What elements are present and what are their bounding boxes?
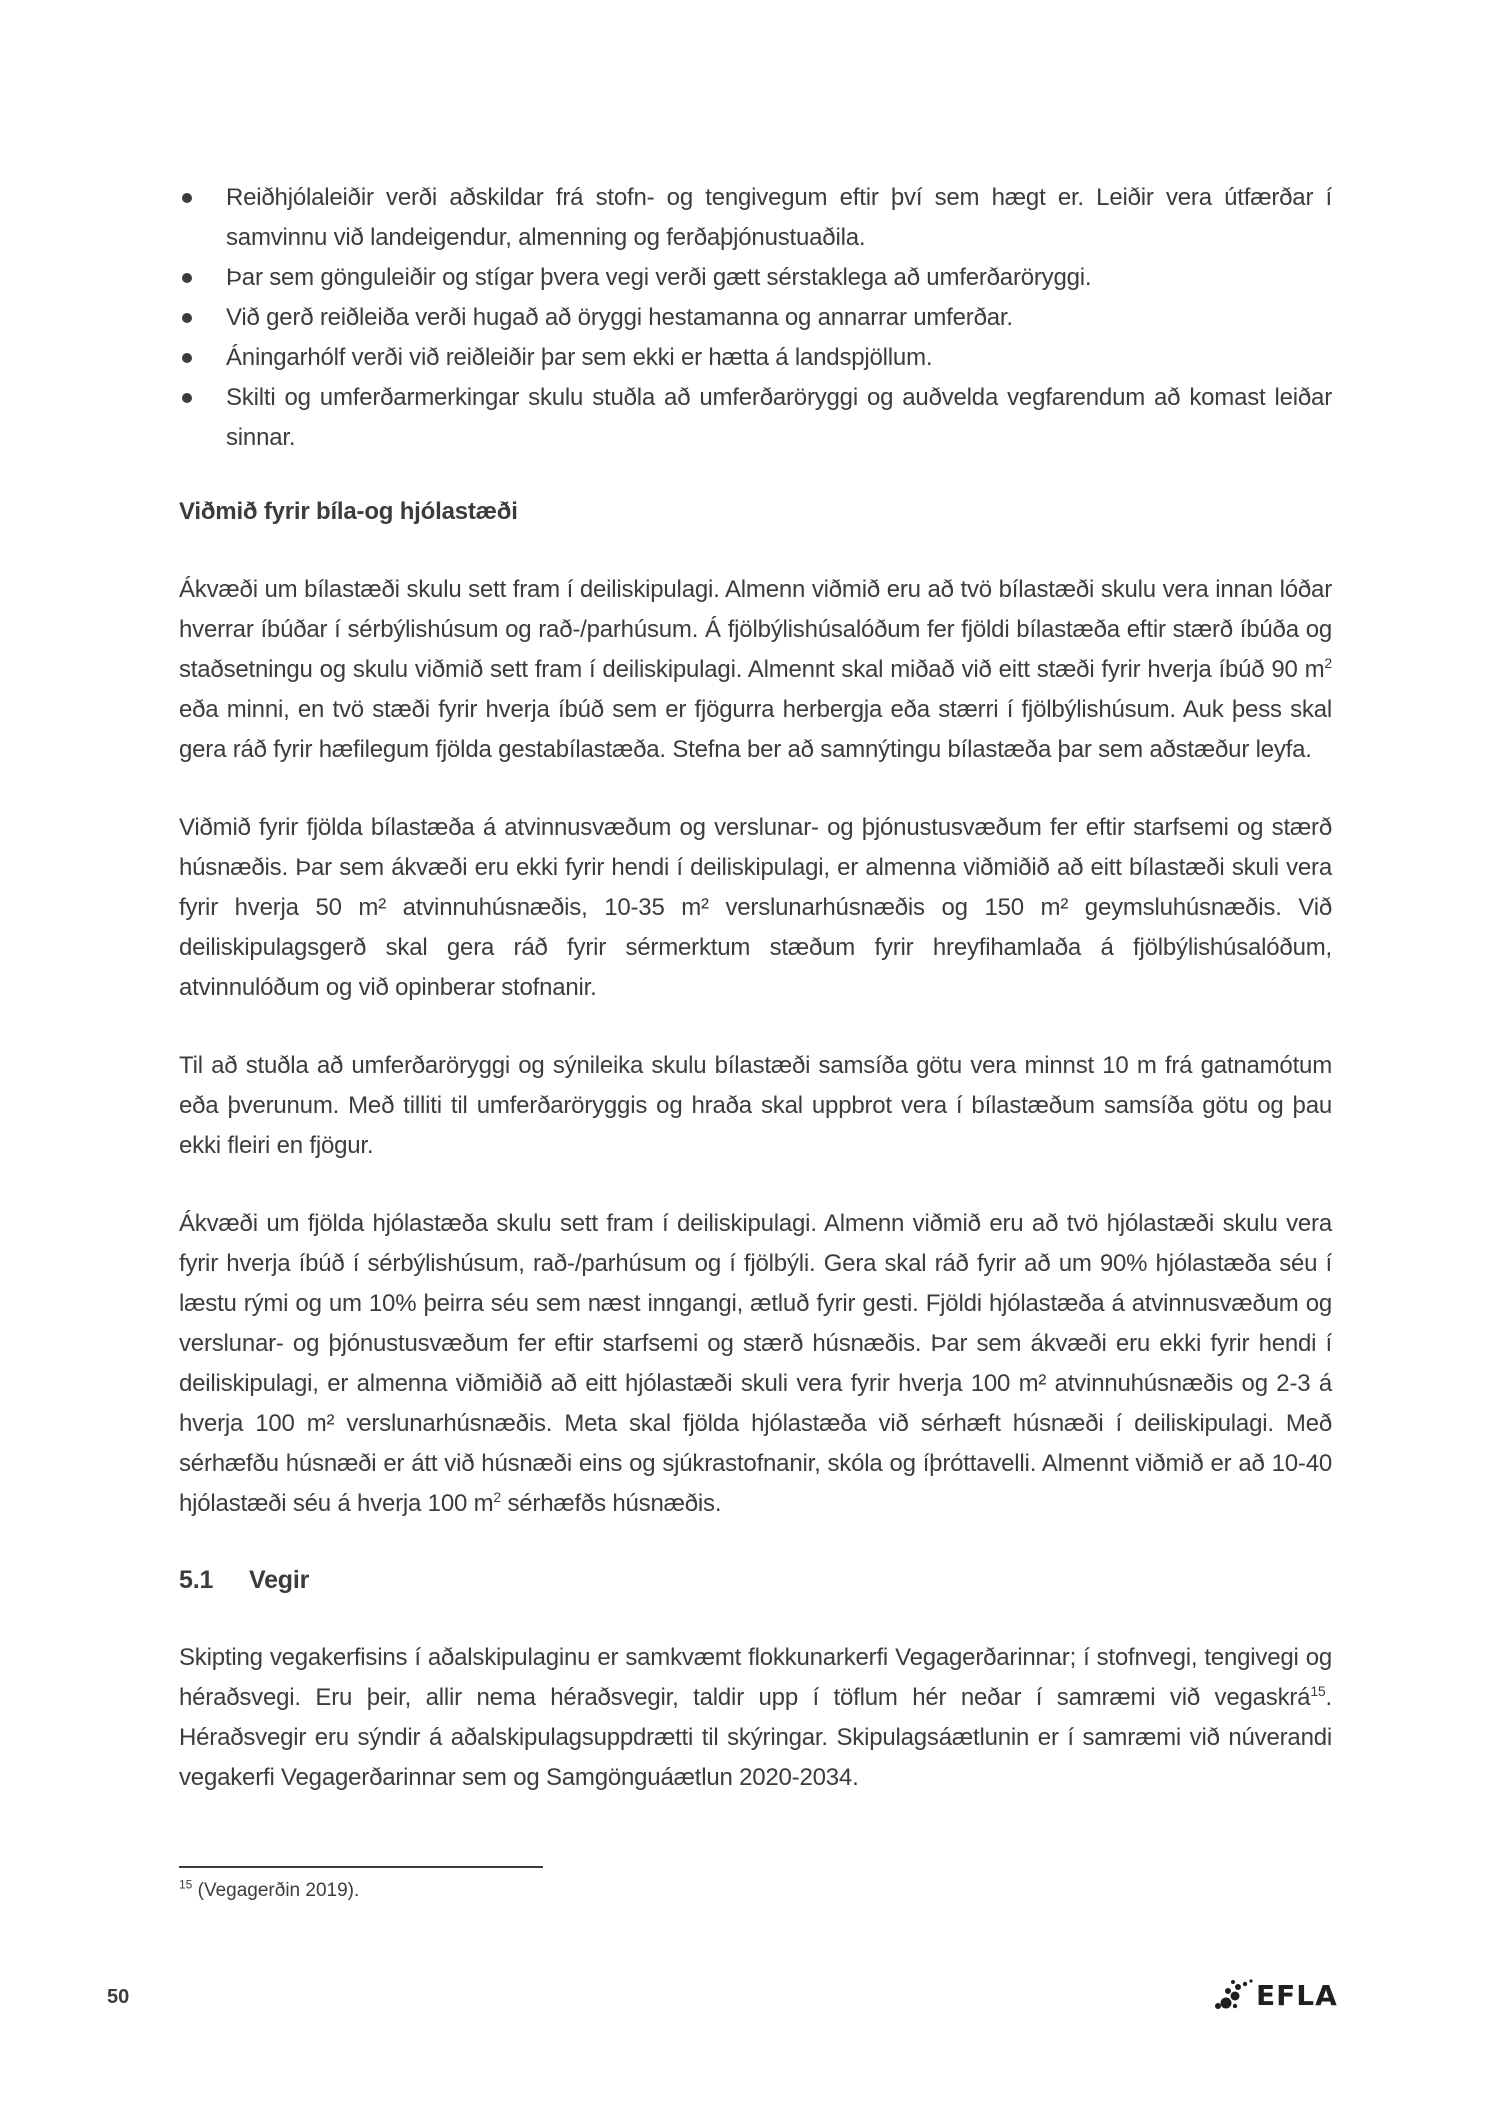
paragraph-text: Ákvæði um fjölda hjólastæða skulu sett fram í deiliskipulagi. Almenn viðmið eru að tvö hjólastæði skulu vera fyrir hverja íbúð í sérbýlishúsum, rað-/parhúsum og í fjölbýli. Gera skal ráð fyrir að um 90% hjólastæða séu í læstu rými og um 10% þeirra séu sem næst inngangi, ætluð fyrir gesti. Fjöldi hjólastæða á atvinnusvæðum og verslunar- og þjónustusvæðum fer eftir starfsemi og stærð húsnæðis. Þar sem ákvæði eru ekki fyrir hendi í deiliskipulagi, er almenna viðmiðið að eitt hjólastæði skuli vera fyrir hverja 100 m² atvinnuhúsnæðis og 2-3 á hverja 100 m² verslunarhúsnæðis. Meta skal fjölda hjólastæða við sérhæft húsnæði í deiliskipulagi. Með sérhæfðu húsnæði er átt við húsnæði eins og sjúkrastofnanir, skóla og íþróttavelli. Almennt viðmið er að 10-40 hjólastæði séu á hverja 100 m [179, 1210, 1332, 1517]
section-title: Vegir [249, 1566, 310, 1594]
bullet-list [179, 178, 1332, 458]
bullet-icon [182, 193, 192, 203]
paragraph-car-parking [179, 570, 1332, 770]
footnote-marker: 15 [179, 1877, 193, 1892]
subheading-parking-criteria: Viðmið fyrir bíla-og hjólastæði [179, 498, 518, 525]
footnote [179, 1878, 359, 1904]
list-item-text: Skilti og umferðarmerkingar skulu stuðla að umferðaröryggi og auðvelda vegfarendum að komast leiðar sinnar. [226, 384, 1332, 451]
page-content [179, 178, 1332, 1798]
list-item [179, 298, 1332, 338]
superscript: 2 [493, 1489, 501, 1505]
paragraph-text: Skipting vegakerfisins í aðalskipulaginu er samkvæmt flokkunarkerfi Vegagerðarinnar; í stofnvegi, tengivegi og héraðsvegi. Eru þeir, allir nema héraðsvegir, taldir upp í töflum hér neðar í samræmi við vegaskrá [179, 1644, 1332, 1711]
list-item-text: Þar sem gönguleiðir og stígar þvera vegi verði gætt sérstaklega að umferðaröryggi. [226, 264, 1092, 291]
bullet-icon [182, 353, 192, 363]
paragraph-text: eða minni, en tvö stæði fyrir hverja íbúð sem er fjögurra herbergja eða stærri í fjölbýlishúsum. Auk þess skal gera ráð fyrir hæfilegum fjölda gestabílastæða. Stefna ber að samnýtingu bílastæða þar sem aðstæður leyfa. [179, 696, 1332, 763]
paragraph-text: . Héraðsvegir eru sýndir á aðalskipulagsuppdrætti til skýringar. Skipulagsáætlunin er í samræmi við núverandi vegakerfi Vegagerðarinnar sem og Samgönguáætlun 2020-2034. [179, 1684, 1332, 1791]
paragraph-bicycle-parking [179, 1204, 1332, 1524]
paragraph-parking-safety: Til að stuðla að umferðaröryggi og sýnileika skulu bílastæði samsíða götu vera minnst 10 m frá gatnamótum eða þverunum. Með tilliti til umferðaröryggis og hraða skal uppbrot vera í bílastæðum samsíða götu og þau ekki fleiri en fjögur. [179, 1052, 1332, 1159]
footnote-text: (Vegagerðin 2019). [192, 1880, 360, 1901]
paragraph-text: Ákvæði um bílastæði skulu sett fram í deiliskipulagi. Almenn viðmið eru að tvö bílastæði skulu vera innan lóðar hverrar íbúðar í sérbýlishúsum og rað-/parhúsum. Á fjölbýlishúsalóðum fer fjöldi bílastæða eftir stærð íbúða og staðsetningu og skulu viðmið sett fram í deiliskipulagi. Almennt skal miðað við eitt stæði fyrir hverja íbúð 90 m [179, 576, 1332, 683]
list-item-text: Við gerð reiðleiða verði hugað að öryggi hestamanna og annarrar umferðar. [226, 304, 1013, 331]
logo-wordmark: EFLA [1256, 1979, 1338, 2012]
bullet-icon [182, 273, 192, 283]
paragraph-commercial-parking: Viðmið fyrir fjölda bílastæða á atvinnusvæðum og verslunar- og þjónustusvæðum fer eftir starfsemi og stærð húsnæðis. Þar sem ákvæði eru ekki fyrir hendi í deiliskipulagi, er almenna viðmiðið að eitt bílastæði skuli vera fyrir hverja 50 m² atvinnuhúsnæðis, 10-35 m² verslunarhúsnæðis og 150 m² geymsluhúsnæðis. Við deiliskipulagsgerð skal gera ráð fyrir sérmerktum stæðum fyrir hreyfihamlaða á fjölbýlishúsalóðum, atvinnulóðum og við opinberar stofnanir. [179, 814, 1332, 1001]
section-number: 5.1 [179, 1566, 214, 1594]
dots-logo-icon [1214, 1979, 1254, 2013]
footnote-reference-link[interactable]: 15 [1310, 1683, 1326, 1699]
list-item [179, 178, 1332, 258]
bullet-icon [182, 313, 192, 323]
list-item [179, 378, 1332, 458]
list-item [179, 258, 1332, 298]
page-number: 50 [107, 1986, 130, 2008]
section-heading [179, 1560, 1332, 1600]
efla-logo [1214, 1976, 1344, 2016]
list-item [179, 338, 1332, 378]
paragraph-road-system [179, 1638, 1332, 1798]
superscript: 2 [1324, 655, 1332, 671]
list-item-text: Áningarhólf verði við reiðleiðir þar sem ekki er hætta á landspjöllum. [226, 344, 933, 371]
footnote-divider [179, 1866, 543, 1868]
paragraph-text: sérhæfðs húsnæðis. [500, 1490, 722, 1517]
bullet-icon [182, 393, 192, 403]
list-item-text: Reiðhjólaleiðir verði aðskildar frá stofn- og tengivegum eftir því sem hægt er. Leiðir vera útfærðar í samvinnu við landeigendur, almenning og ferðaþjónustuaðila. [226, 184, 1332, 251]
